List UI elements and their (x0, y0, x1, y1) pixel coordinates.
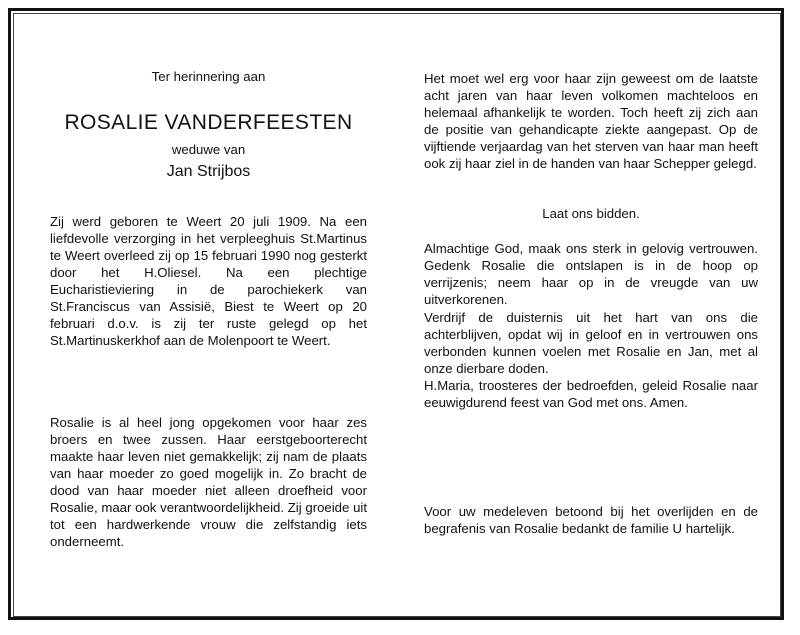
spouse-name: Jan Strijbos (166, 163, 251, 180)
thanks-paragraph: Voor uw medeleven betoond bij het overlijden en de begrafenis van Rosalie bedankt de familie U hartelijk. (424, 504, 758, 536)
prayer-paragraph-3: H.Maria, troosteres der bedroefden, geleid Rosalie naar eeuwigdurend feest van God met ons. Amen. (424, 378, 758, 410)
relation-text: weduwe van (171, 142, 246, 157)
biography-paragraph: Zij werd geboren te Weert 20 juli 1909. Na een liefdevolle verzorging in het verpleeghuis St.Martinus te Weert overleed zij op 15 februari 1990 nog gesterkt door het H.Oliesel. Na een plechtige Eucharistieviering in de parochiekerk van St.Franciscus van Assisië, Biest te Weert op 20 februari d.o.v. is zij ter ruste gelegd op het St.Martinuskerkhof aan de Molenpoort te Weert. (50, 214, 367, 348)
prayer-paragraph-1: Almachtige God, maak ons sterk in gelovig vertrouwen. Gedenk Rosalie die ontslapen is in de hoop op verrijzenis; neem haar op in de vreugde van uw uitverkorenen. (424, 241, 758, 307)
prayer-paragraph-2: Verdrijf de duisternis uit het hart van ons die achterblijven, opdat wij in geloof en in vertrouwen ons verbonden kunnen voelen met Rosalie en Jan, met al onze dierbare doden. (424, 310, 758, 376)
prayer-heading: Laat ons bidden. (542, 206, 640, 221)
final-years-paragraph: Het moet wel erg voor haar zijn geweest om de laatste acht jaren van haar leven volkomen machteloos en helemaal afhankelijk te worden. Toch heeft zij zich aan de positie van gehandicapte ziekte aangepast. Op de vijftiende verjaardag van het sterven van haar man heeft ook zij haar ziel in de handen van haar Schepper gelegd. (424, 71, 758, 171)
header-text: Ter herinnering aan (151, 69, 266, 84)
deceased-name: ROSALIE VANDERFEESTEN (64, 111, 353, 134)
life-story-paragraph: Rosalie is al heel jong opgekomen voor haar zes broers en twee zussen. Haar eerstgeboorterecht maakte haar leven niet gemakkelijk; zij nam de plaats van haar moeder zo goed mogelijk in. Zo bracht de dood van haar moeder niet alleen droefheid voor Rosalie, maar ook verantwoordelijkheid. Zij groeide uit tot een hardwerkende vrouw die zelfstandig iets onderneemt. (50, 415, 367, 549)
